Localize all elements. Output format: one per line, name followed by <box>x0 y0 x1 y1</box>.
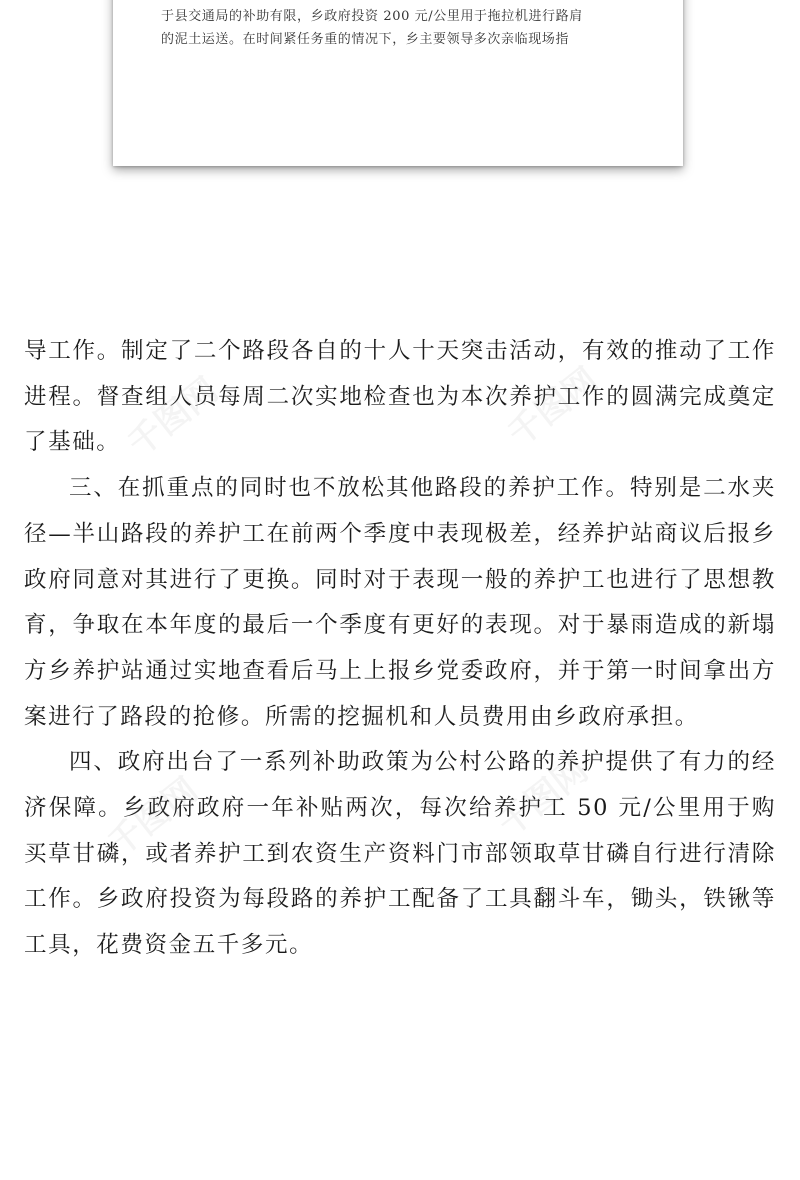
paragraph-section-four: 四、政府出台了一系列补助政策为公村公路的养护提供了有力的经济保障。乡政府政府一年补贴两次，每次给养护工 50 元/公里用于购买草甘磷，或者养护工到农资生产资料门市部领取草甘磷自行进行清除工作。乡政府投资为每段路的养护工配备了工具翻斗车，锄头，铁锹等工具，花费资金五千多元。 <box>24 749 776 959</box>
watermark-text: 千图网 <box>120 370 226 465</box>
paragraph-section-three: 三、在抓重点的同时也不放松其他路段的养护工作。特别是二水夹径—半山路段的养护工在前两个季度中表现极差，经养护站商议后报乡政府同意对其进行了更换。同时对于表现一般的养护工也进行了思想教育，争取在本年度的最后一个季度有更好的表现。对于暴雨造成的新塌方乡养护站通过实地查看后马上上报乡党委政府，并于第一时间拿出方案进行了路段的抢修。所需的挖掘机和人员费用由乡政府承担。 <box>24 475 776 730</box>
watermark-text: 千图网 <box>100 770 206 865</box>
paragraph-continuation: 导工作。制定了二个路段各自的十人十天突击活动，有效的推动了工作进程。督查组人员每周二次实地检查也为本次养护工作的圆满完成奠定了基础。 <box>24 338 776 456</box>
preview-line-1: 于县交通局的补助有限，乡政府投资 200 元/公里用于拖拉机进行路肩 <box>161 9 583 24</box>
document-preview-card <box>113 0 683 166</box>
watermark-text: 千图网 <box>490 750 596 845</box>
watermark-text: 千图网 <box>500 360 606 455</box>
document-body <box>24 329 776 969</box>
preview-line-2: 的泥土运送。在时间紧任务重的情况下，乡主要领导多次亲临现场指 <box>161 31 570 47</box>
